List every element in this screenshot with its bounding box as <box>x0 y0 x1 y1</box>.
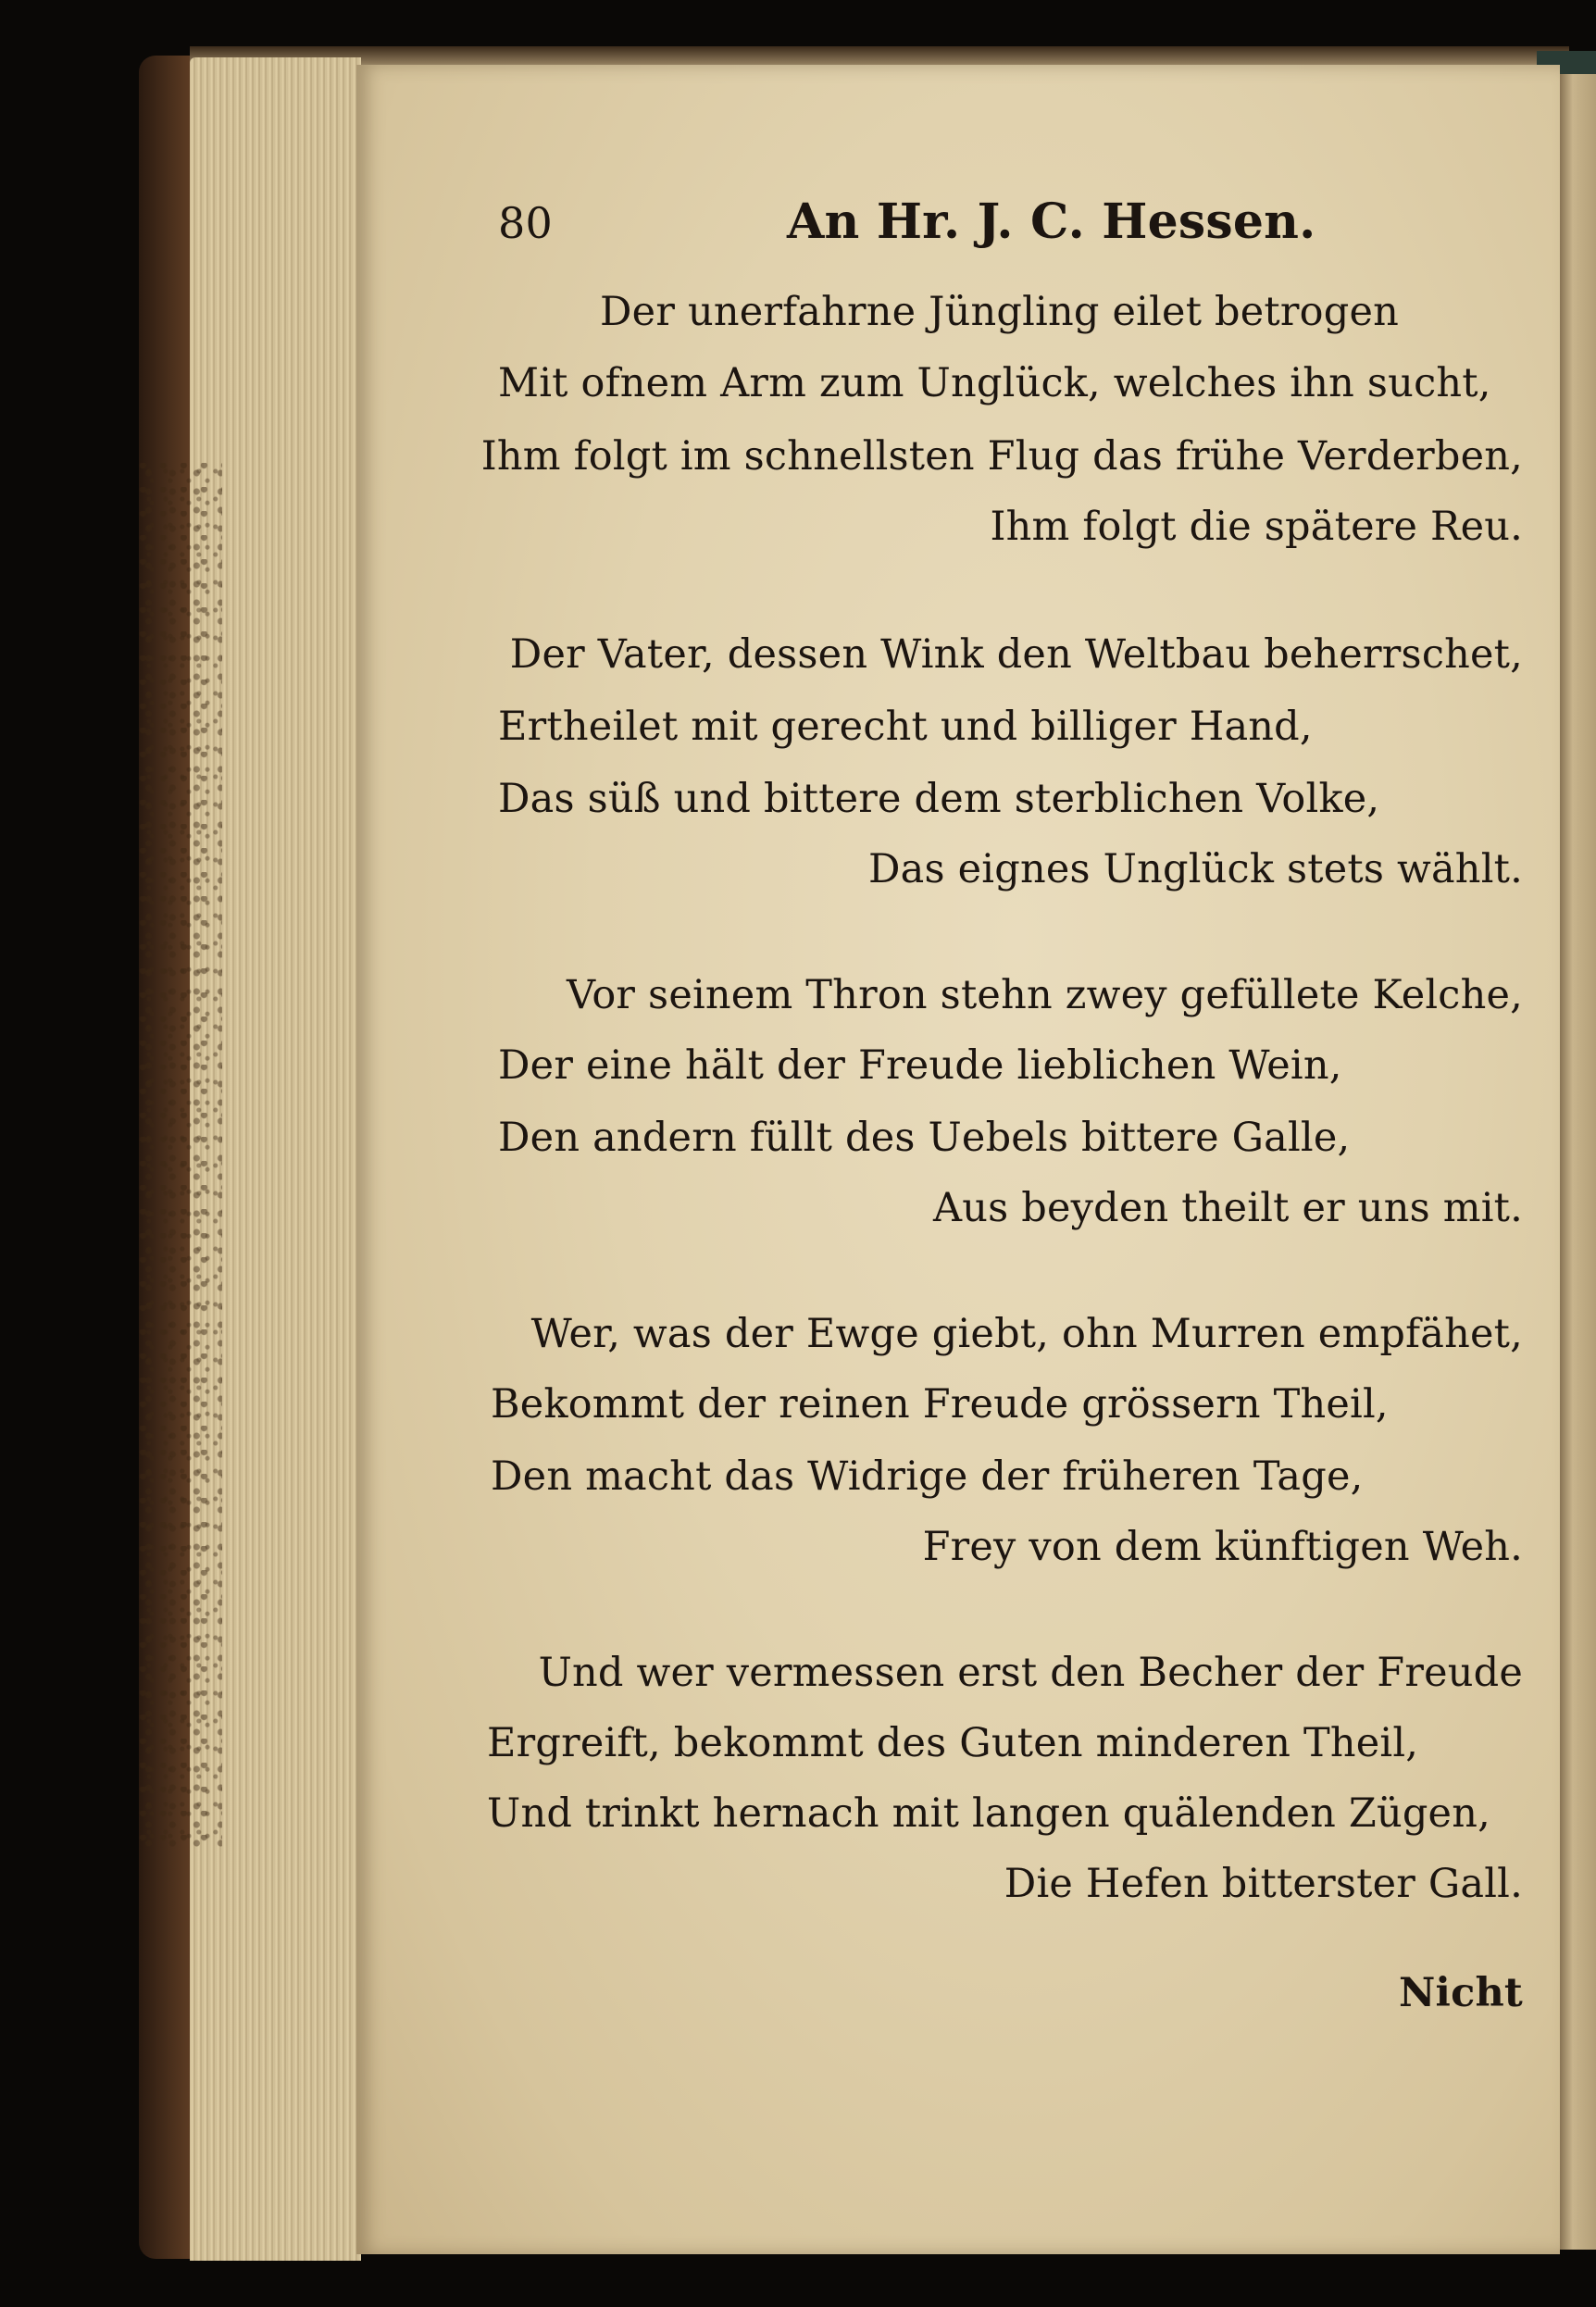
verse-line: Wer, was der Ewge giebt, ohn Murren empfähet, <box>530 1311 1523 1357</box>
verse-line: Das süß und bittere dem sterblichen Volke, <box>498 776 1380 822</box>
verse-line: Aus beyden theilt er uns mit. <box>932 1185 1523 1231</box>
catchword: Nicht <box>1399 1970 1523 2016</box>
verse-line: Der Vater, dessen Wink den Weltbau beherrschet, <box>509 631 1523 678</box>
verse-line: Vor seinem Thron stehn zwey gefüllete Kelche, <box>567 972 1523 1018</box>
running-head: An Hr. J. C. Hessen. <box>787 193 1316 250</box>
verse-line: Ihm folgt die spätere Reu. <box>990 504 1523 550</box>
verse-line: Den macht das Widrige der früheren Tage, <box>491 1453 1364 1500</box>
verse-line: Bekommt der reinen Freude grössern Theil, <box>491 1381 1389 1428</box>
verse-line: Die Hefen bitterster Gall. <box>1004 1861 1523 1907</box>
verse-line: Und trinkt hernach mit langen quälenden Zügen, <box>487 1790 1490 1837</box>
verse-line: Mit ofnem Arm zum Unglück, welches ihn sucht, <box>498 360 1491 406</box>
verse-line: Der eine hält der Freude lieblichen Wein, <box>498 1042 1342 1089</box>
verse-line: Frey von dem künftigen Weh. <box>922 1524 1523 1570</box>
verse-line: Den andern füllt des Uebels bittere Galle, <box>498 1115 1351 1161</box>
verse-line: Und wer vermessen erst den Becher der Freude <box>538 1650 1523 1696</box>
verse-line: Das eignes Unglück stets wählt. <box>867 846 1523 892</box>
page-number: 80 <box>498 198 553 248</box>
verse-line: Ergreift, bekommt des Guten minderen Theil, <box>487 1720 1419 1766</box>
verse-line: Der unerfahrne Jüngling eilet betrogen <box>600 289 1400 335</box>
verse-line: Ertheilet mit gerecht und billiger Hand, <box>498 704 1313 750</box>
verse-line: Ihm folgt im schnellsten Flug das frühe Verderben, <box>480 433 1523 480</box>
